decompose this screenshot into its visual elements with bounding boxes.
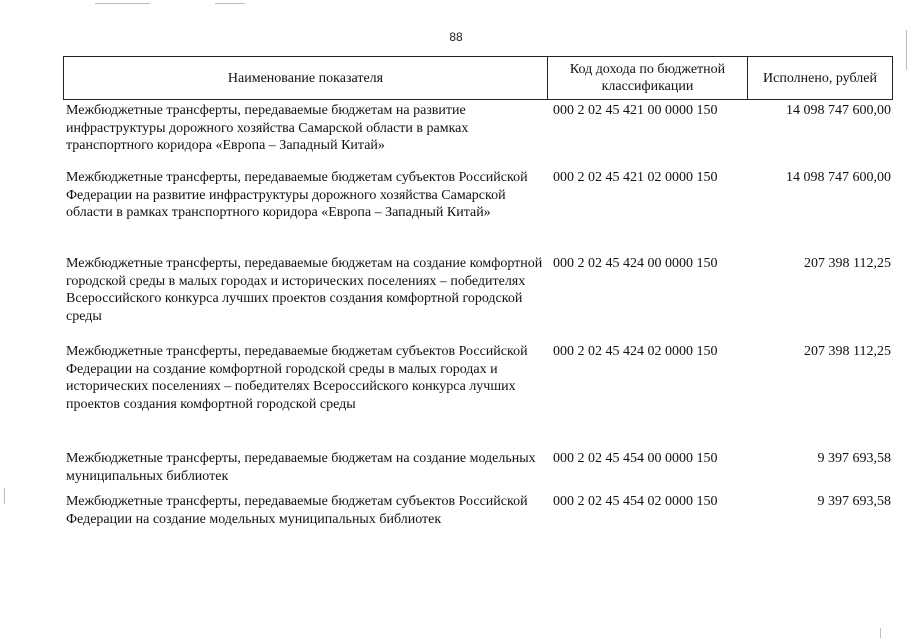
header-budget-code: Код дохода по бюджетной классификации <box>548 57 748 99</box>
row-executed-amount: 14 098 747 600,00 <box>786 103 891 118</box>
row-indicator-name: Межбюджетные трансферты, передаваемые бюджетам на создание комфортной городской среды в малых городах и исторических поселениях – победителях Всероссийского конкурса лучших проектов создания комфортной городской среды <box>66 256 543 324</box>
row-indicator-name: Межбюджетные трансферты, передаваемые бюджетам субъектов Российской Федерации на создание комфортной городской среды в малых городах и исторических поселениях – победителях Всероссийского конкурса лучших проектов создания комфортной городской среды <box>66 344 528 412</box>
header-indicator-name: Наименование показателя <box>64 57 548 99</box>
table-row <box>63 343 893 450</box>
row-budget-code: 000 2 02 45 424 00 0000 150 <box>553 256 718 271</box>
row-executed-amount: 14 098 747 600,00 <box>786 170 891 185</box>
table-row <box>63 450 893 493</box>
row-budget-code: 000 2 02 45 454 02 0000 150 <box>553 494 718 509</box>
row-indicator-name: Межбюджетные трансферты, передаваемые бюджетам на создание модельных муниципальных библиотек <box>66 451 536 484</box>
row-budget-code: 000 2 02 45 421 00 0000 150 <box>553 103 718 118</box>
row-executed-amount: 9 397 693,58 <box>817 451 891 466</box>
row-executed-amount: 207 398 112,25 <box>804 256 891 271</box>
row-executed-amount: 207 398 112,25 <box>804 344 891 359</box>
row-executed-amount: 9 397 693,58 <box>817 494 891 509</box>
scan-artifact-bottom-mark <box>880 628 881 638</box>
row-budget-code: 000 2 02 45 454 00 0000 150 <box>553 451 718 466</box>
row-indicator-name: Межбюджетные трансферты, передаваемые бюджетам субъектов Российской Федерации на создание модельных муниципальных библиотек <box>66 494 528 527</box>
budget-table <box>63 56 893 553</box>
row-indicator-name: Межбюджетные трансферты, передаваемые бюджетам на развитие инфраструктуры дорожного хозяйства Самарской области в рамках транспортного коридора «Европа – Западный Китай» <box>66 103 469 153</box>
scan-artifact-left-edge <box>4 488 5 504</box>
row-budget-code: 000 2 02 45 424 02 0000 150 <box>553 344 718 359</box>
page-number: 88 <box>449 30 463 44</box>
row-budget-code: 000 2 02 45 421 02 0000 150 <box>553 170 718 185</box>
header-executed-amount: Исполнено, рублей <box>763 70 877 86</box>
table-row <box>63 255 893 343</box>
table-row <box>63 493 893 553</box>
scan-artifact-top-line <box>95 3 150 4</box>
table-header <box>63 56 893 100</box>
table-row <box>63 169 893 255</box>
scan-artifact-top-line-2 <box>215 3 245 4</box>
table-row <box>63 102 893 169</box>
row-indicator-name: Межбюджетные трансферты, передаваемые бюджетам субъектов Российской Федерации на развитие инфраструктуры дорожного хозяйства Самарской области в рамках транспортного коридора «Европа – Западный Китай» <box>66 170 528 220</box>
